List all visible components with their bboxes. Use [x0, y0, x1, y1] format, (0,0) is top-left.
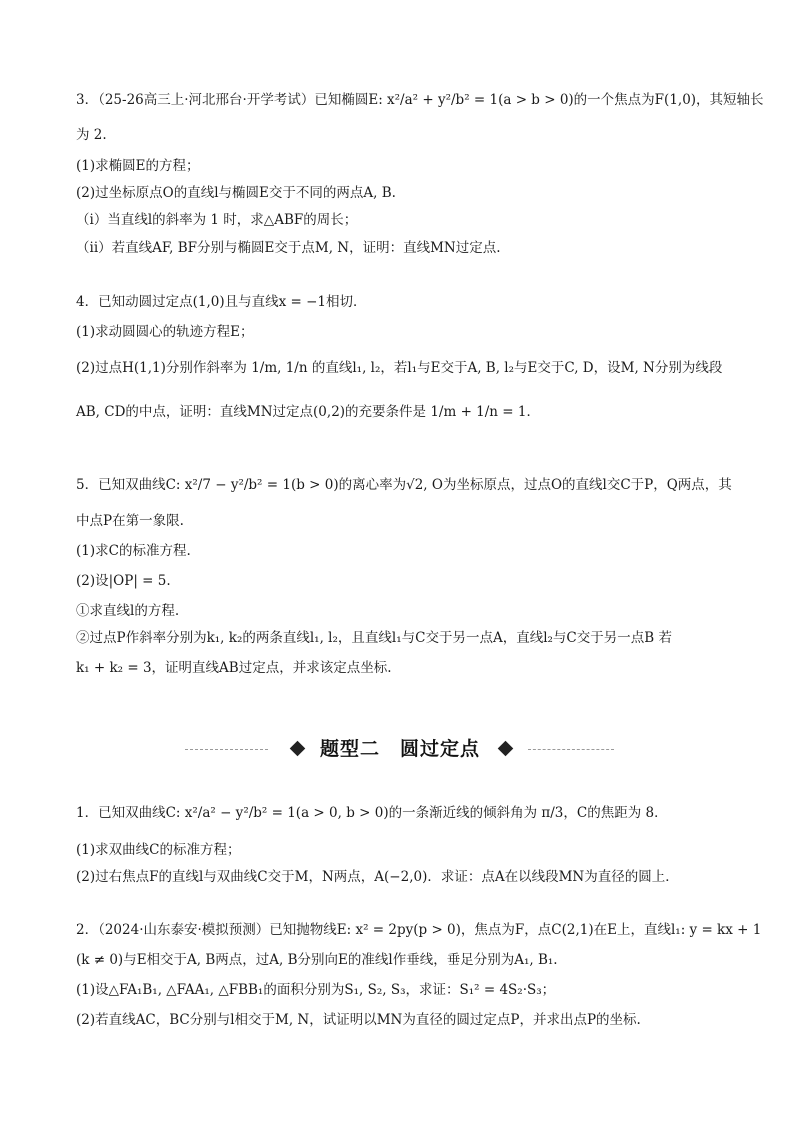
diamond-icon	[498, 741, 514, 757]
problem-3-part-2-ii: （ii）若直线AF, BF分别与椭圆E交于点M, N，证明：直线MN过定点.	[76, 240, 501, 256]
section2-problem-2-part-2: (2)若直线AC，BC分别与l相交于M, N，试证明以MN为直径的圆过定点P，并求出点P的坐标.	[76, 1012, 641, 1028]
section2-problem-2-part-1: (1)设△FA₁B₁, △FAA₁, △FBB₁的面积分别为S₁, S₂, S₃，求证：S₁² = 4S₂·S₃；	[76, 982, 556, 998]
problem-5-part-2-2: ②过点P作斜率分别为k₁, k₂的两条直线l₁, l₂，且直线l₁与C交于另一点A，直线l₂与C交于另一点B 若	[76, 630, 672, 646]
problem-4-part-1: (1)求动圆圆心的轨迹方程E；	[76, 324, 254, 340]
problem-5-part-2: (2)设|OP| = 5.	[76, 573, 171, 589]
problem-3-part-1: (1)求椭圆E的方程；	[76, 158, 200, 174]
problem-4-part-2: (2)过点H(1,1)分别作斜率为 1/m, 1/n 的直线l₁, l₂，若l₁与E交于A, B, l₂与E交于C, D，设M, N分别为线段	[76, 360, 723, 376]
problem-5-part-1: (1)求C的标准方程.	[76, 543, 191, 559]
diamond-icon	[290, 741, 306, 757]
problem-4-part-2-cont: AB, CD的中点，证明：直线MN过定点(0,2)的充要条件是 1/m + 1/n = 1．	[76, 404, 540, 420]
section2-problem-2-stem-cont: (k ≠ 0)与E相交于A, B两点，过A, B分别向E的准线l作垂线，垂足分别为A₁, B₁.	[76, 952, 558, 968]
section-header	[0, 735, 794, 765]
problem-5-stem-cont: 中点P在第一象限.	[76, 513, 184, 529]
section2-problem-1-stem: 1．已知双曲线C: x²/a² − y²/b² = 1(a > 0, b > 0)的一条渐近线的倾斜角为 π/3，C的焦距为 8．	[76, 805, 668, 821]
section2-problem-2-stem: 2．（2024·山东泰安·模拟预测）已知抛物线E: x² = 2py(p > 0)，焦点为F，点C(2,1)在E上，直线l₁: y = kx + 1	[76, 922, 762, 938]
divider-left	[185, 749, 268, 750]
problem-3-part-2-i: （i）当直线l的斜率为 1 时，求△ABF的周长；	[76, 212, 358, 228]
problem-5-part-2-2-cont: k₁ + k₂ = 3，证明直线AB过定点，并求该定点坐标.	[76, 660, 392, 676]
problem-3-part-2: (2)过坐标原点O的直线l与椭圆E交于不同的两点A, B.	[76, 185, 396, 201]
problem-4-stem: 4．已知动圆过定点(1,0)且与直线x = −1相切．	[76, 294, 367, 310]
section-title: 题型二 圆过定点	[319, 738, 480, 760]
divider-right	[528, 749, 614, 750]
problem-5-part-2-1: ①求直线l的方程.	[76, 603, 180, 619]
problem-3-stem-cont: 为 2.	[76, 127, 107, 143]
section2-problem-1-part-2: (2)过右焦点F的直线l与双曲线C交于M，N两点，A(−2,0)．求证：点A在以线段MN为直径的圆上．	[76, 869, 679, 885]
problem-3-stem: 3．（25-26高三上·河北邢台·开学考试）已知椭圆E: x²/a² + y²/b² = 1(a > b > 0)的一个焦点为F(1,0)，其短轴长	[76, 92, 764, 108]
section2-problem-1-part-1: (1)求双曲线C的标准方程；	[76, 842, 241, 858]
problem-5-stem: 5．已知双曲线C: x²/7 − y²/b² = 1(b > 0)的离心率为√2, O为坐标原点，过点O的直线l交C于P，Q两点，其	[76, 477, 732, 493]
